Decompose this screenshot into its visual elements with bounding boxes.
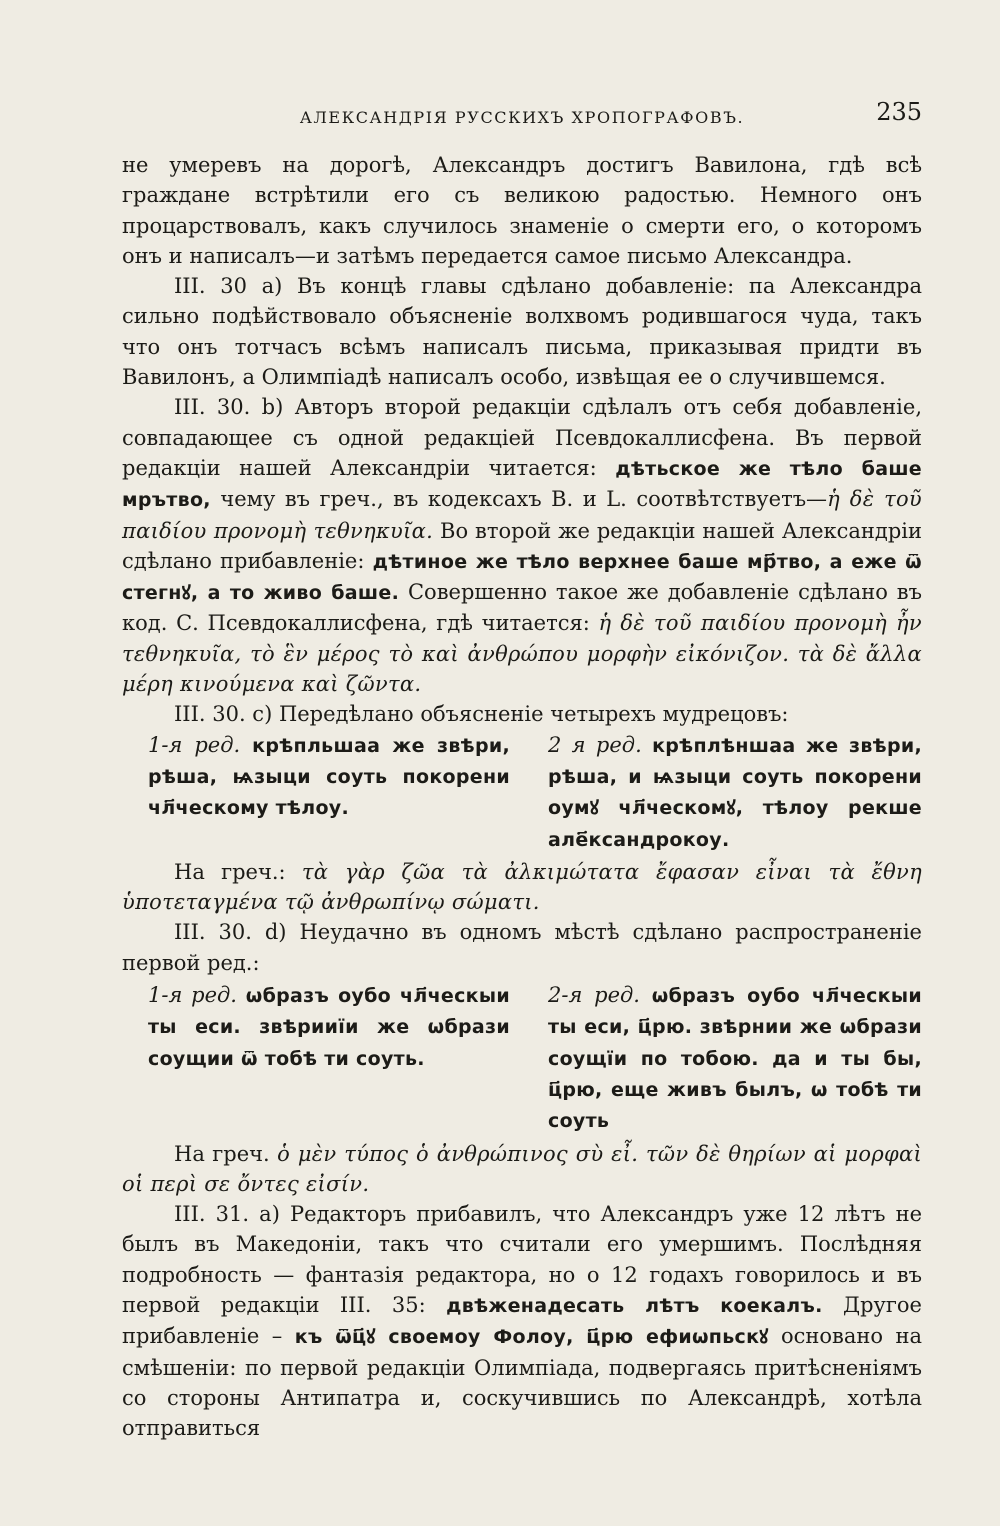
redaction-label: 2-я ред.: [548, 983, 640, 1008]
text-run: основано на смѣшеніи: по первой редакціи Олимпіада, подвергаясь притѣсненіямъ со стороны Антипатра и, соскучившись по Александрѣ, хотѣла отправиться: [122, 1324, 922, 1441]
page-body: [122, 150, 922, 1443]
text-run: III. 31. a) Редакторъ прибавилъ, что Александръ уже 12 лѣтъ не былъ въ Македоніи, такъ что считали его умершимъ. Послѣдняя подробность — фантазія редактора, но о 12 годахъ говорилось и въ первой редакціи III. 35:: [122, 1202, 922, 1317]
paragraph-4: III. 30. c) Передѣлано объясненіе четырехъ мудрецовъ:: [174, 702, 789, 727]
slavonic-quote: дѣтиное же тѣло верхнее баше мр҃тво, а еже ѿ стегнꙋ, а то живо баше.: [122, 550, 922, 605]
paragraph-8: [122, 1199, 922, 1443]
comparison-right: [534, 980, 922, 1136]
comparison-block-1: [122, 730, 922, 855]
text-run: Во второй же редакціи нашей Александріи сдѣлано прибавленіе:: [122, 518, 922, 573]
text-run: III. 30. b) Авторъ второй редакціи сдѣлалъ отъ себя добавленіе, совпадающее съ одной редакціей Псевдокаллисфена. Въ первой редакціи нашей Александріи читается:: [122, 395, 922, 480]
redaction-label: 1-я ред.: [148, 732, 241, 757]
redaction-label: 1-я ред.: [148, 983, 237, 1008]
slavonic-text: крѣпльшаа же звѣри, рѣша, ѩзыци соуть покорени чл҃ческому тѣлоу.: [148, 734, 510, 820]
slavonic-text: ѡбразъ оубо чл҃ческыи ты еси. звѣрииїи же ѡбрази соущии ѿ тобѣ ти соуть.: [148, 985, 510, 1070]
slavonic-text: крѣплѣншаа же звѣри, рѣша, и ѩзыци соуть покорени оумꙋ чл҃ческомꙋ, тѣлоу рекше але҃ксандрокоу.: [548, 734, 922, 851]
slavonic-quote: двѣженадесать лѣтъ коекалъ.: [446, 1294, 823, 1317]
paragraph-5: [122, 857, 922, 918]
comparison-left: [122, 730, 510, 855]
text-run: На греч.: [174, 1141, 278, 1166]
greek-quote: ἡ δὲ τοῦ παιδίου προνομὴ ἦν τεθνηκυῖα, τὸ ἓν μέρος τὸ καὶ ἀνθρώπου μορφὴν εἰκόνιζον. τὰ δὲ ἄλλα μέρη κινούμενα καὶ ζῶντα.: [122, 611, 922, 697]
text-run: чему въ греч., въ кодексахъ В. и L. соотвѣтствуетъ—: [210, 487, 828, 512]
text-run: На греч.:: [174, 859, 302, 884]
running-title: АЛЕКСАНДРІЯ РУССКИХЪ ХРОПОГРАФОВЪ.: [299, 108, 745, 127]
slavonic-quote: дѣтьское же тѣло баше мрътво,: [122, 457, 922, 512]
greek-quote: ἡ δὲ τοῦ παιδίου προνομὴ τεθνηκυῖα.: [122, 487, 922, 543]
text-run: Совершенно такое же добавленіе сдѣлано въ код. С. Псевдокаллисфена, гдѣ читается:: [122, 580, 922, 636]
greek-quote: τὰ γὰρ ζῶα τὰ ἀλκιμώτατα ἔφασαν εἶναι τὰ ἔθνη ὑποτεταγμένα τῷ ἀνθρωπίνῳ σώματι.: [122, 859, 922, 915]
comparison-right: [534, 730, 922, 855]
paragraph-6: III. 30. d) Неудачно въ одномъ мѣстѣ сдѣлано распространеніе первой ред.:: [122, 920, 922, 975]
page-number: 235: [876, 98, 922, 126]
comparison-left: [122, 980, 510, 1136]
paragraph-2: III. 30 a) Въ концѣ главы сдѣлано добавленіе: па Александра сильно подѣйствовало объясненіе волхвомъ родившагося чуда, такъ что онъ тотчасъ всѣмъ написалъ письма, приказывая придти въ Вавилонъ, а Олимпіадѣ написалъ особо, извѣщая ее о случившемся.: [122, 274, 922, 390]
greek-quote: ὁ μὲν τύπος ὁ ἀνθρώπινος σὺ εἶ. τῶν δὲ θηρίων αἱ μορφαὶ οἱ περὶ σε ὄντες εἰσίν.: [122, 1141, 922, 1196]
slavonic-text: ѡбразъ оубо чл҃ческыи ты еси, ц҃рю. звѣрнии же ѡбрази соущїи по тобою. да и ты бы, ц҃рю, еще живъ былъ, ѡ тобѣ ти соуть: [548, 985, 922, 1133]
page-header: [122, 98, 922, 134]
slavonic-quote: къ ѿц҃ꙋ своемоу Фолоу, ц҃рю ефиѡпьскꙋ: [294, 1326, 769, 1349]
paragraph-1: не умеревъ на дорогѣ, Александръ достигъ Вавилона, гдѣ всѣ граждане встрѣтили его съ великою радостью. Немного онъ процарствовалъ, какъ случилось знаменіе о смерти его, о которомъ онъ и написалъ—и затѣмъ передается самое письмо Александра.: [122, 153, 922, 268]
text-run: Другое прибавленіе –: [122, 1292, 922, 1349]
comparison-block-2: [122, 980, 922, 1136]
redaction-label: 2 я ред.: [548, 732, 642, 757]
paragraph-7: [122, 1139, 922, 1200]
paragraph-3: [122, 392, 922, 699]
